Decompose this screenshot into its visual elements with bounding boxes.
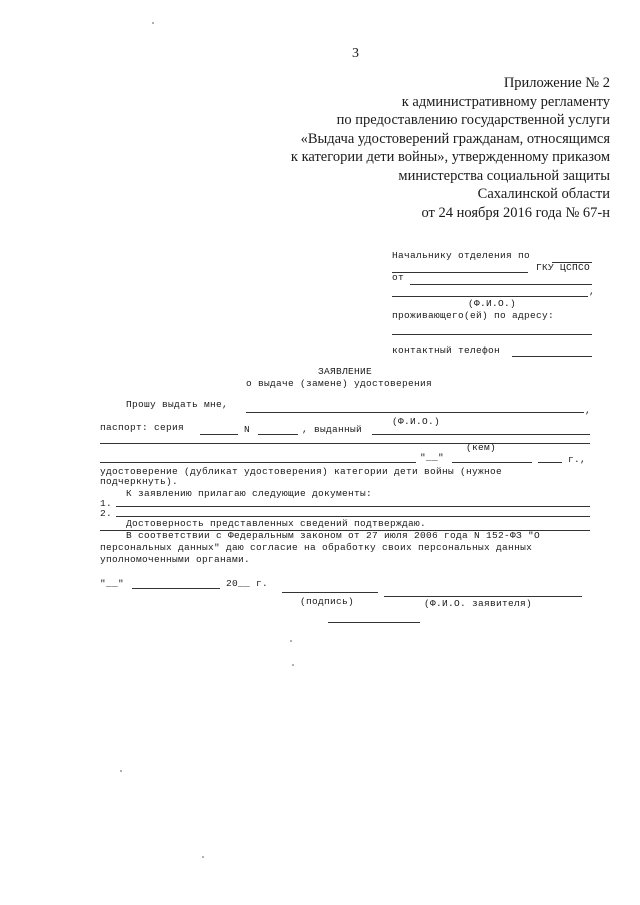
attach-item-2: 2. <box>100 508 113 519</box>
field-signature[interactable] <box>282 592 378 593</box>
appendix-title: Приложение № 2 <box>503 75 610 91</box>
field-issue-prefix[interactable] <box>100 462 416 463</box>
by-whom-caption: (кем) <box>466 442 497 453</box>
scan-speck <box>120 770 122 772</box>
comma: , <box>585 405 592 416</box>
signature-caption: (подпись) <box>300 596 355 607</box>
addressee-org: ГКУ ЦСПСО <box>536 262 591 273</box>
statement-title: ЗАЯВЛЕНИЕ <box>318 366 373 377</box>
appendix-line: «Выдача удостоверений гражданам, относящимся <box>300 130 610 147</box>
page-number: 3 <box>352 46 359 61</box>
passport-label: паспорт: серия <box>100 422 185 433</box>
appendix-line: от 24 ноября 2016 года № 67-н <box>421 204 610 221</box>
field-issued-by[interactable] <box>372 434 590 435</box>
appendix-line: к административному регламенту <box>401 93 610 110</box>
statement-subtitle: о выдаче (замене) удостоверения <box>246 378 433 389</box>
consent-line-1: В соответствии с Федеральным законом от 27 июля 2006 года N 152-ФЗ "О <box>126 530 541 541</box>
comma: , <box>589 286 596 297</box>
field-from[interactable] <box>410 284 592 285</box>
scan-speck <box>292 664 294 666</box>
request-label: Прошу выдать мне, <box>126 399 229 410</box>
addressee-phone: контактный телефон <box>392 345 501 356</box>
field-fio[interactable] <box>246 412 584 413</box>
addressee-head: Начальнику отделения по <box>392 250 531 261</box>
appendix-line: к категории дети войны», утвержденному приказом <box>290 149 610 165</box>
field-issued-by-cont[interactable] <box>100 443 590 444</box>
addressee-fio-caption: (Ф.И.О.) <box>468 298 517 309</box>
underline-note: подчеркнуть). <box>100 476 179 487</box>
sign-date-year: 20__ г. <box>226 578 269 589</box>
field-passport-number[interactable] <box>258 434 298 435</box>
field-phone[interactable] <box>512 356 592 357</box>
consent-line-2: персональных данных" даю согласие на обработку своих персональных данных <box>100 542 533 553</box>
issue-year-suffix: г., <box>568 454 587 465</box>
appendix-line: Сахалинской области <box>477 186 610 202</box>
field-issue-year[interactable] <box>538 462 562 463</box>
appendix-line: по предоставлению государственной услуги <box>336 112 610 128</box>
consent-line-3: уполномоченными органами. <box>100 554 251 565</box>
scan-speck <box>202 856 204 858</box>
appendix-block <box>190 74 610 222</box>
issued-label: , выданный <box>302 424 363 435</box>
applicant-caption: (Ф.И.О. заявителя) <box>424 598 533 609</box>
addressee-from: от <box>392 272 405 283</box>
field-passport-series[interactable] <box>200 434 238 435</box>
scan-speck <box>290 640 292 642</box>
field-from-cont[interactable] <box>392 296 588 297</box>
field-department-cont[interactable] <box>392 272 528 273</box>
closing-rule <box>328 622 420 623</box>
field-address-1[interactable] <box>392 334 592 335</box>
issue-date-quote: "__" <box>420 452 445 463</box>
appendix-line: министерства социальной защиты <box>398 167 610 184</box>
passport-number-label: N <box>244 424 251 435</box>
addressee-residing: проживающего(ей) по адресу: <box>392 310 555 321</box>
field-document-1[interactable] <box>116 506 590 507</box>
field-issue-month[interactable] <box>452 462 532 463</box>
sign-date-quote: "__" <box>100 578 125 589</box>
fio-caption: (Ф.И.О.) <box>392 416 441 427</box>
scan-speck <box>152 22 154 24</box>
field-document-2[interactable] <box>116 516 590 517</box>
confirm-text: Достоверность представленных сведений подтверждаю. <box>126 518 427 529</box>
field-sign-month[interactable] <box>132 588 220 589</box>
attach-item-1: 1. <box>100 498 113 509</box>
attach-label: К заявлению прилагаю следующие документы: <box>126 488 373 499</box>
field-applicant-name[interactable] <box>384 596 582 597</box>
certificate-line: удостоверение (дубликат удостоверения) категории дети войны (нужное <box>100 466 503 477</box>
